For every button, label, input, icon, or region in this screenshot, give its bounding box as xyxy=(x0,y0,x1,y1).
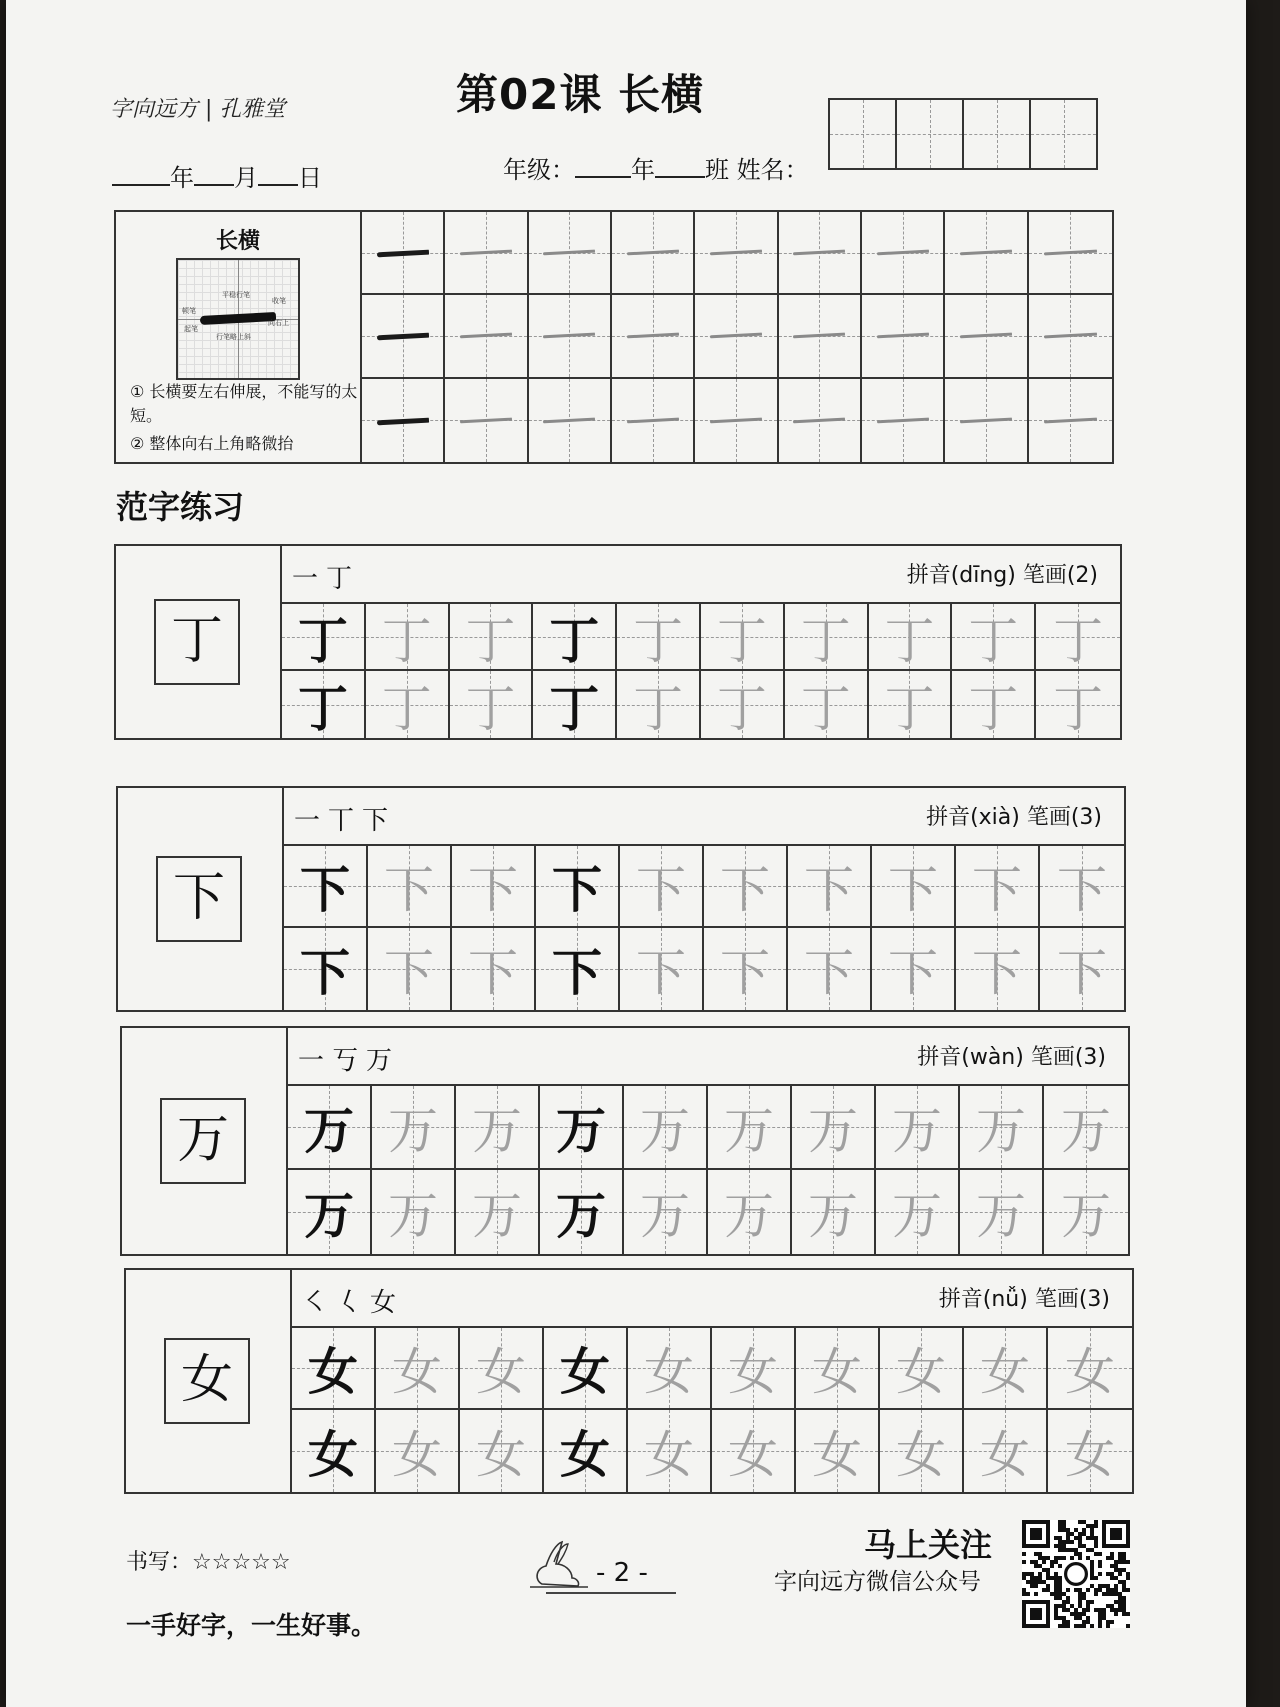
trace-character: 丁 xyxy=(465,611,516,670)
name-label: 姓名： xyxy=(736,156,809,184)
diagram-label: 向右上 xyxy=(268,319,289,327)
character-practice-block xyxy=(114,544,1122,740)
trace-character: 下 xyxy=(972,944,1022,1002)
diagram-label: 起笔 xyxy=(184,325,198,333)
trace-character: 丁 xyxy=(968,611,1019,670)
practice-cell[interactable] xyxy=(952,604,1036,671)
practice-cell[interactable] xyxy=(456,1170,540,1254)
trace-character: 丁 xyxy=(716,679,767,738)
practice-cell[interactable] xyxy=(1036,671,1120,738)
diagram-label: 平稳行笔 xyxy=(222,291,250,299)
year-blank[interactable] xyxy=(112,164,170,186)
trace-character: 下 xyxy=(804,944,854,1002)
model-panel xyxy=(116,546,282,738)
trace-character: 下 xyxy=(552,860,602,919)
practice-cell[interactable] xyxy=(788,846,872,928)
trace-character: 丁 xyxy=(884,611,935,670)
practice-cell[interactable] xyxy=(796,1410,880,1492)
practice-cell[interactable] xyxy=(701,604,785,671)
stroke-practice-cell[interactable] xyxy=(1029,379,1112,462)
practice-cell[interactable] xyxy=(796,1328,880,1410)
practice-cell[interactable] xyxy=(956,928,1040,1010)
trace-character: 下 xyxy=(468,861,518,919)
trace-character: 万 xyxy=(1061,1102,1111,1160)
trace-character: 丁 xyxy=(381,611,432,670)
name-cell[interactable] xyxy=(1031,100,1096,168)
rating-label: 书写： xyxy=(126,1550,193,1575)
practice-cell[interactable] xyxy=(376,1328,460,1410)
practice-cell[interactable] xyxy=(785,604,869,671)
practice-cell[interactable] xyxy=(712,1328,796,1410)
trace-character: 万 xyxy=(556,1101,606,1160)
trace-character: 下 xyxy=(1057,861,1107,919)
stroke-order: 一丁 xyxy=(292,564,361,594)
pinyin-stroke-count: 拼音(nǚ) 笔画(3) xyxy=(938,1287,1110,1312)
follow-heading: 马上关注 xyxy=(864,1526,993,1564)
pinyin-stroke-count: 拼音(dīng) 笔画(2) xyxy=(906,563,1098,588)
stroke-practice-cell[interactable] xyxy=(529,295,612,378)
trace-character: 万 xyxy=(808,1102,858,1160)
pinyin-stroke-count: 拼音(wàn) 笔画(3) xyxy=(917,1045,1106,1070)
trace-character: 丁 xyxy=(633,679,684,738)
trace-character: 万 xyxy=(724,1102,774,1160)
trace-character: 丁 xyxy=(1053,679,1104,738)
trace-character: 万 xyxy=(472,1102,522,1160)
grade-label: 年级： xyxy=(503,156,575,184)
trace-character: 女 xyxy=(980,1426,1030,1484)
horizontal-stroke-glyph xyxy=(710,250,762,256)
stroke-practice-cell[interactable] xyxy=(945,295,1028,378)
trace-character: 万 xyxy=(1061,1187,1111,1245)
practice-cell[interactable] xyxy=(708,1170,792,1254)
stroke-practice-cell[interactable] xyxy=(779,212,862,295)
model-panel xyxy=(122,1028,288,1254)
trace-character: 万 xyxy=(472,1187,522,1245)
trace-character: 下 xyxy=(804,861,854,919)
practice-cell[interactable] xyxy=(536,846,620,928)
example-character: 下 xyxy=(300,943,350,1002)
trace-character: 丁 xyxy=(465,679,516,738)
practice-cell[interactable] xyxy=(1044,1170,1128,1254)
rating xyxy=(126,1545,291,1576)
practice-cell[interactable] xyxy=(282,604,366,671)
practice-cell[interactable] xyxy=(456,1086,540,1170)
worksheet-page xyxy=(6,0,1246,1707)
practice-cell[interactable] xyxy=(792,1170,876,1254)
trace-character: 女 xyxy=(812,1426,862,1484)
horizontal-stroke-glyph xyxy=(1044,250,1097,256)
practice-cell[interactable] xyxy=(450,604,534,671)
stroke-lesson-box xyxy=(114,210,1114,464)
practice-cell[interactable] xyxy=(544,1328,628,1410)
practice-cell[interactable] xyxy=(1036,604,1120,671)
stroke-practice-cell[interactable] xyxy=(862,379,945,462)
class-label: 班 xyxy=(705,156,729,184)
practice-cell[interactable] xyxy=(533,671,617,738)
trace-character: 女 xyxy=(644,1343,694,1401)
stroke-practice-cell[interactable] xyxy=(362,379,445,462)
model-panel xyxy=(118,788,284,1010)
stroke-practice-cell[interactable] xyxy=(445,295,528,378)
practice-cell[interactable] xyxy=(533,604,617,671)
practice-cell[interactable] xyxy=(785,671,869,738)
practice-cell[interactable] xyxy=(964,1410,1048,1492)
stroke-practice-cell[interactable] xyxy=(779,295,862,378)
model-character: 女 xyxy=(164,1338,250,1424)
horizontal-stroke-glyph xyxy=(1044,333,1097,339)
stroke-practice-cell[interactable] xyxy=(695,295,778,378)
day-blank[interactable] xyxy=(258,164,298,186)
trace-character: 下 xyxy=(888,861,938,919)
stroke-title: 长横 xyxy=(215,229,260,254)
trace-character: 万 xyxy=(640,1102,690,1160)
trace-character: 万 xyxy=(640,1187,690,1245)
example-character: 丁 xyxy=(297,678,348,738)
horizontal-stroke-glyph xyxy=(960,417,1012,423)
stroke-practice-cell[interactable] xyxy=(779,379,862,462)
practice-cell[interactable] xyxy=(372,1086,456,1170)
practice-cell[interactable] xyxy=(366,604,450,671)
diagram-label: 顿笔 xyxy=(182,307,196,315)
trace-character: 下 xyxy=(468,944,518,1002)
horizontal-stroke-glyph xyxy=(460,333,512,339)
rabbit-icon xyxy=(528,1540,590,1590)
trace-character: 下 xyxy=(636,944,686,1002)
trace-character: 下 xyxy=(384,861,434,919)
practice-cell[interactable] xyxy=(869,671,953,738)
pinyin-stroke-count: 拼音(xià) 笔画(3) xyxy=(926,805,1102,830)
trace-character: 女 xyxy=(896,1426,946,1484)
character-practice-block xyxy=(120,1026,1130,1256)
horizontal-stroke-glyph xyxy=(627,250,679,256)
trace-character: 女 xyxy=(728,1426,778,1484)
trace-character: 丁 xyxy=(381,679,432,738)
practice-cell[interactable] xyxy=(540,1086,624,1170)
practice-cell[interactable] xyxy=(284,928,368,1010)
practice-cell[interactable] xyxy=(292,1328,376,1410)
stroke-practice-cell[interactable] xyxy=(612,295,695,378)
practice-cell[interactable] xyxy=(450,671,534,738)
practice-grid[interactable] xyxy=(292,1328,1132,1492)
trace-character: 下 xyxy=(720,861,770,919)
year-label: 年 xyxy=(170,164,194,192)
horizontal-stroke-glyph xyxy=(377,333,429,341)
stroke-practice-cell[interactable] xyxy=(695,379,778,462)
horizontal-stroke-glyph xyxy=(877,333,929,339)
class-blank[interactable] xyxy=(655,156,705,178)
trace-character: 女 xyxy=(560,1342,610,1401)
practice-cell[interactable] xyxy=(460,1328,544,1410)
model-character: 丁 xyxy=(154,599,240,685)
horizontal-stroke-glyph xyxy=(877,417,929,423)
example-character: 下 xyxy=(300,860,350,919)
month-blank[interactable] xyxy=(194,164,234,186)
trace-character: 下 xyxy=(972,861,1022,919)
trace-character: 万 xyxy=(892,1102,942,1160)
trace-character: 女 xyxy=(560,1425,610,1484)
practice-cell[interactable] xyxy=(288,1170,372,1254)
trace-character: 女 xyxy=(812,1343,862,1401)
practice-cell[interactable] xyxy=(708,1086,792,1170)
star-rating[interactable]: ☆☆☆☆☆ xyxy=(192,1550,291,1575)
stroke-practice-cell[interactable] xyxy=(1029,212,1112,295)
motto: 一手好字，一生好事。 xyxy=(126,1611,377,1640)
name-cell[interactable] xyxy=(830,100,897,168)
name-cell[interactable] xyxy=(964,100,1031,168)
practice-cell[interactable] xyxy=(1048,1410,1132,1492)
model-panel xyxy=(126,1270,292,1492)
month-label: 月 xyxy=(234,164,258,192)
trace-character: 下 xyxy=(384,944,434,1002)
practice-cell[interactable] xyxy=(624,1086,708,1170)
trace-character: 丁 xyxy=(968,679,1019,738)
trace-character: 丁 xyxy=(549,678,600,738)
stroke-order: ㇛𡿨女 xyxy=(302,1288,405,1318)
horizontal-stroke-glyph xyxy=(627,417,679,423)
trace-character: 下 xyxy=(1057,944,1107,1002)
practice-cell[interactable] xyxy=(368,928,452,1010)
practice-cell[interactable] xyxy=(704,846,788,928)
horizontal-stroke-glyph xyxy=(460,417,512,423)
day-label: 日 xyxy=(298,164,322,192)
stroke-practice-cell[interactable] xyxy=(362,295,445,378)
practice-cell[interactable] xyxy=(628,1410,712,1492)
stroke-practice-cell[interactable] xyxy=(445,379,528,462)
stroke-practice-cell[interactable] xyxy=(1029,295,1112,378)
stroke-practice-cell[interactable] xyxy=(612,379,695,462)
practice-cell[interactable] xyxy=(792,1086,876,1170)
horizontal-stroke-glyph xyxy=(377,417,429,425)
practice-cell[interactable] xyxy=(628,1328,712,1410)
horizontal-stroke-glyph xyxy=(793,250,845,256)
brand-logo: 字向远方 | 孔雅堂 xyxy=(110,97,286,122)
practice-cell[interactable] xyxy=(960,1086,1044,1170)
model-character: 万 xyxy=(160,1098,246,1184)
practice-cell[interactable] xyxy=(872,846,956,928)
stroke-practice-grid[interactable] xyxy=(362,212,1112,462)
practice-cell[interactable] xyxy=(288,1086,372,1170)
horizontal-stroke-glyph xyxy=(710,333,762,339)
practice-panel xyxy=(288,1028,1128,1254)
practice-cell[interactable] xyxy=(876,1170,960,1254)
practice-cell[interactable] xyxy=(620,846,704,928)
practice-cell[interactable] xyxy=(876,1086,960,1170)
trace-character: 丁 xyxy=(800,679,851,738)
practice-cell[interactable] xyxy=(869,604,953,671)
practice-cell[interactable] xyxy=(540,1170,624,1254)
horizontal-stroke-glyph xyxy=(877,250,929,256)
stroke-practice-cell[interactable] xyxy=(862,212,945,295)
trace-character: 丁 xyxy=(884,679,935,738)
grade-year-label: 年 xyxy=(631,156,655,184)
trace-character: 万 xyxy=(892,1187,942,1245)
practice-cell[interactable] xyxy=(376,1410,460,1492)
practice-cell[interactable] xyxy=(704,928,788,1010)
trace-character: 下 xyxy=(888,944,938,1002)
trace-character: 万 xyxy=(388,1187,438,1245)
stroke-order: 一丂万 xyxy=(298,1046,401,1076)
horizontal-stroke-glyph xyxy=(960,250,1012,256)
practice-cell[interactable] xyxy=(282,671,366,738)
trace-character: 丁 xyxy=(633,611,684,670)
trace-character: 女 xyxy=(980,1343,1030,1401)
horizontal-stroke-glyph xyxy=(543,417,595,423)
page-number-underline xyxy=(546,1592,676,1594)
stroke-practice-cell[interactable] xyxy=(362,212,445,295)
practice-cell[interactable] xyxy=(952,671,1036,738)
trace-character: 女 xyxy=(1065,1343,1115,1401)
practice-cell[interactable] xyxy=(701,671,785,738)
practice-panel xyxy=(284,788,1124,1010)
practice-cell[interactable] xyxy=(617,604,701,671)
wechat-account-label: 字向远方微信公众号 xyxy=(774,1569,981,1595)
practice-cell[interactable] xyxy=(960,1170,1044,1254)
practice-cell[interactable] xyxy=(292,1410,376,1492)
trace-character: 丁 xyxy=(1053,611,1104,670)
trace-character: 万 xyxy=(976,1187,1026,1245)
grade-blank[interactable] xyxy=(575,156,631,178)
practice-cell[interactable] xyxy=(624,1170,708,1254)
practice-cell[interactable] xyxy=(284,846,368,928)
practice-panel xyxy=(292,1270,1132,1492)
name-grid[interactable] xyxy=(828,98,1098,170)
practice-cell[interactable] xyxy=(617,671,701,738)
practice-cell[interactable] xyxy=(956,846,1040,928)
stroke-practice-cell[interactable] xyxy=(945,212,1028,295)
practice-cell[interactable] xyxy=(452,928,536,1010)
trace-character: 丁 xyxy=(716,611,767,670)
stroke-practice-cell[interactable] xyxy=(862,295,945,378)
practice-cell[interactable] xyxy=(452,846,536,928)
stroke-practice-cell[interactable] xyxy=(529,212,612,295)
horizontal-stroke-glyph xyxy=(793,333,845,339)
trace-character: 丁 xyxy=(549,610,600,670)
practice-cell[interactable] xyxy=(788,928,872,1010)
character-practice-block xyxy=(116,786,1126,1012)
example-character: 万 xyxy=(304,1186,354,1245)
stroke-practice-cell[interactable] xyxy=(945,379,1028,462)
stroke-diagram xyxy=(176,258,300,380)
practice-cell[interactable] xyxy=(1040,928,1124,1010)
practice-cell[interactable] xyxy=(368,846,452,928)
stroke-order: 一丅下 xyxy=(294,806,397,836)
practice-header xyxy=(292,1270,1132,1328)
trace-character: 女 xyxy=(896,1343,946,1401)
trace-character: 万 xyxy=(724,1187,774,1245)
trace-character: 万 xyxy=(388,1102,438,1160)
stroke-note: ② 整体向右上角略微抬 xyxy=(130,434,294,453)
practice-cell[interactable] xyxy=(872,928,956,1010)
horizontal-stroke-glyph xyxy=(960,333,1012,339)
practice-grid[interactable] xyxy=(288,1086,1128,1254)
practice-cell[interactable] xyxy=(1040,846,1124,928)
practice-cell[interactable] xyxy=(880,1410,964,1492)
trace-character: 丁 xyxy=(800,611,851,670)
practice-cell[interactable] xyxy=(964,1328,1048,1410)
horizontal-stroke-glyph xyxy=(377,250,429,258)
trace-character: 女 xyxy=(392,1343,442,1401)
example-character: 女 xyxy=(308,1342,358,1401)
stroke-practice-cell[interactable] xyxy=(612,212,695,295)
trace-character: 女 xyxy=(644,1426,694,1484)
model-character: 下 xyxy=(156,856,242,942)
practice-cell[interactable] xyxy=(366,671,450,738)
trace-character: 万 xyxy=(976,1102,1026,1160)
practice-cell[interactable] xyxy=(1044,1086,1128,1170)
stroke-practice-cell[interactable] xyxy=(445,212,528,295)
example-character: 万 xyxy=(304,1101,354,1160)
trace-character: 下 xyxy=(552,943,602,1002)
practice-cell[interactable] xyxy=(536,928,620,1010)
section-title: 范字练习 xyxy=(116,488,245,526)
practice-grid[interactable] xyxy=(284,846,1124,1010)
trace-character: 女 xyxy=(476,1343,526,1401)
diagram-label: 行笔略上斜 xyxy=(216,333,251,341)
horizontal-stroke-glyph xyxy=(793,417,845,423)
character-practice-block xyxy=(124,1268,1134,1494)
trace-character: 女 xyxy=(476,1426,526,1484)
practice-header xyxy=(288,1028,1128,1086)
horizontal-stroke-glyph xyxy=(460,250,512,256)
practice-cell[interactable] xyxy=(1048,1328,1132,1410)
trace-character: 下 xyxy=(720,944,770,1002)
date-line xyxy=(112,158,322,193)
trace-character: 女 xyxy=(1065,1426,1115,1484)
practice-header xyxy=(284,788,1124,846)
trace-character: 万 xyxy=(808,1187,858,1245)
name-cell[interactable] xyxy=(897,100,964,168)
practice-header xyxy=(282,546,1120,604)
trace-character: 女 xyxy=(392,1426,442,1484)
trace-character: 下 xyxy=(636,861,686,919)
practice-cell[interactable] xyxy=(620,928,704,1010)
practice-cell[interactable] xyxy=(544,1410,628,1492)
page-number: - 2 - xyxy=(596,1558,648,1588)
stroke-practice-cell[interactable] xyxy=(695,212,778,295)
example-character: 丁 xyxy=(297,610,348,670)
horizontal-stroke-glyph xyxy=(543,250,595,256)
horizontal-stroke-glyph xyxy=(627,333,679,339)
diagram-label: 收笔 xyxy=(272,297,286,305)
stroke-info-panel xyxy=(116,212,362,462)
practice-cell[interactable] xyxy=(712,1410,796,1492)
trace-character: 女 xyxy=(728,1343,778,1401)
stroke-practice-cell[interactable] xyxy=(529,379,612,462)
practice-cell[interactable] xyxy=(372,1170,456,1254)
lesson-title: 第02课 长横 xyxy=(456,70,705,119)
practice-cell[interactable] xyxy=(460,1410,544,1492)
practice-grid[interactable] xyxy=(282,604,1120,738)
practice-panel xyxy=(282,546,1120,738)
practice-cell[interactable] xyxy=(880,1328,964,1410)
grade-line xyxy=(503,150,809,185)
horizontal-stroke-glyph xyxy=(1044,417,1097,423)
stroke-note: ① 长横要左右伸展，不能写的太短。 xyxy=(130,382,358,425)
example-character: 女 xyxy=(308,1425,358,1484)
horizontal-stroke-glyph xyxy=(710,417,762,423)
horizontal-stroke-glyph xyxy=(543,333,595,339)
trace-character: 万 xyxy=(556,1186,606,1245)
qr-code-icon[interactable] xyxy=(1022,1520,1130,1628)
